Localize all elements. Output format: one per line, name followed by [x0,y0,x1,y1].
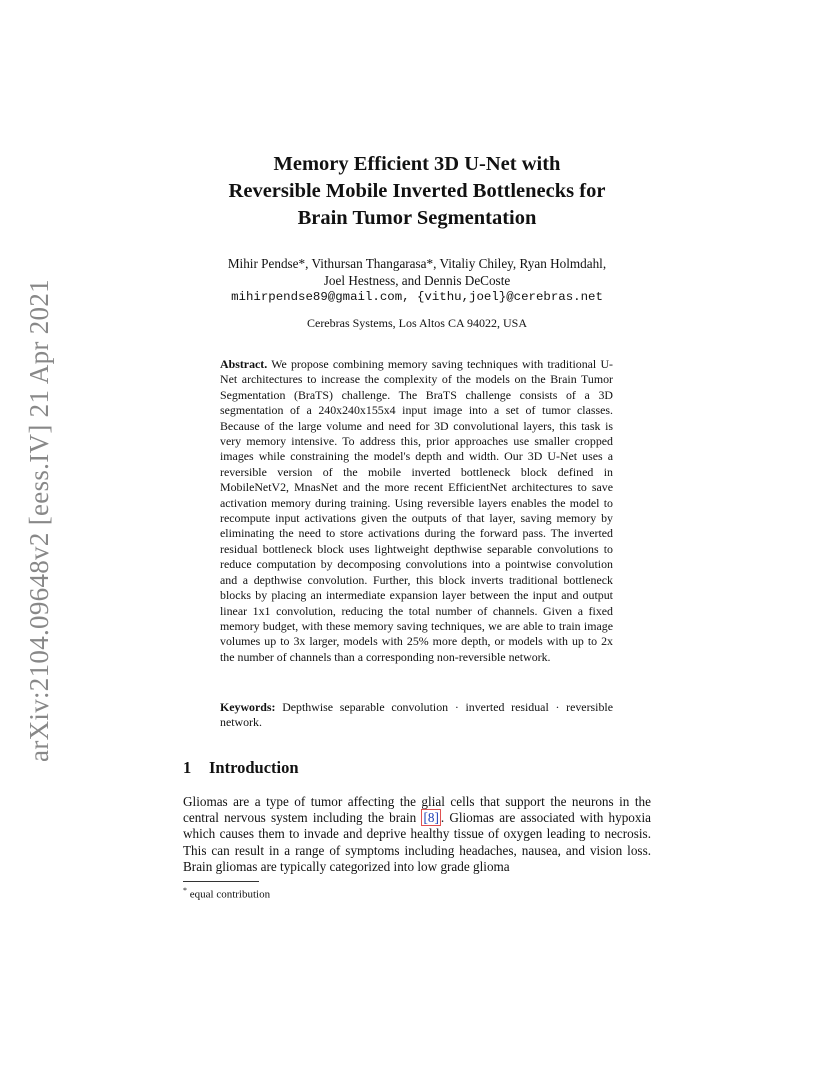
arxiv-identifier-stamp [20,270,58,770]
intro-text: . Gliomas are associated with hypoxia which causes them to invade and deprive healthy tissue of oxygen leading to necrosis. This can result in a range of symptoms including headaches, nausea, and vision loss. Brain gliomas are typically categorized into low grade glioma [183,810,652,874]
abstract-text: We propose combining memory saving techniques with traditional U-Net architectures to increase the complexity of the models on the Brain Tumor Segmentation (BraTS) challenge. The BraTS challenge consists of a 3D segmentation of a 240x240x155x4 input image into a set of tumor classes. Because of the large volume and need for 3D convolutional layers, this task is very memory intensive. To address this, prior approaches use smaller cropped images while constraining the model's depth and width. Our 3D U-Net uses a reversible version of the mobile inverted bottleneck block defined in MobileNetV2, MnasNet and the more recent EfficientNet architectures to save activation memory during training. Using reversible layers enables the model to recompute input activations given the outputs of that layer, saving memory by eliminating the need to store activations during the forward pass. The inverted residual bottleneck block uses lightweight depthwise separable convolutions to reduce computation by decomposing convolutions into a pointwise convolution and a depthwise convolution. Further, this block inverts traditional bottleneck blocks by placing an intermediate expansion layer between the input and output linear 1x1 convolution, reducing the total number of channels. Given a fixed memory budget, with these memory saving techniques, we are able to train image volumes up to 3x larger, models with 25% more depth, or models with up to 2x the number of channels than a corresponding non-reversible network. [220,357,613,664]
arxiv-identifier-text: arXiv:2104.09648v2 [eess.IV] 21 Apr 2021 [23,278,54,762]
footnote-text: equal contribution [189,888,271,901]
author-block [150,255,684,306]
abstract [220,357,613,665]
intro-text: Gliomas are a type of tumor affecting the glial cells that support the neurons in the central nervous system including the brain [183,794,651,826]
section-heading [183,758,299,778]
paper-title [150,151,684,232]
footnote [183,886,270,901]
footnote-divider [183,881,259,882]
author-emails: mihirpendse89@gmail.com, {vithu,joel}@cerebras.net [231,290,603,304]
intro-paragraph [183,794,651,875]
section-number: 1 [183,758,192,777]
keywords-text: Depthwise separable convolution · inverted residual · reversible network. [220,700,613,730]
title-line: Memory Efficient 3D U-Net with [273,153,561,175]
abstract-label: Abstract. [220,357,268,371]
citation-link[interactable]: [8] [423,810,439,826]
title-line: Brain Tumor Segmentation [297,207,537,229]
author-line: Mihir Pendse*, Vithursan Thangarasa*, Vitaliy Chiley, Ryan Holmdahl, [227,256,607,271]
keywords [220,700,613,731]
section-title: Introduction [209,758,299,777]
footnote-mark: * [183,886,187,895]
title-line: Reversible Mobile Inverted Bottlenecks for [228,180,606,202]
keywords-label: Keywords: [220,700,276,714]
author-line: Joel Hestness, and Dennis DeCoste [323,273,511,288]
affiliation: Cerebras Systems, Los Altos CA 94022, USA [306,316,527,330]
